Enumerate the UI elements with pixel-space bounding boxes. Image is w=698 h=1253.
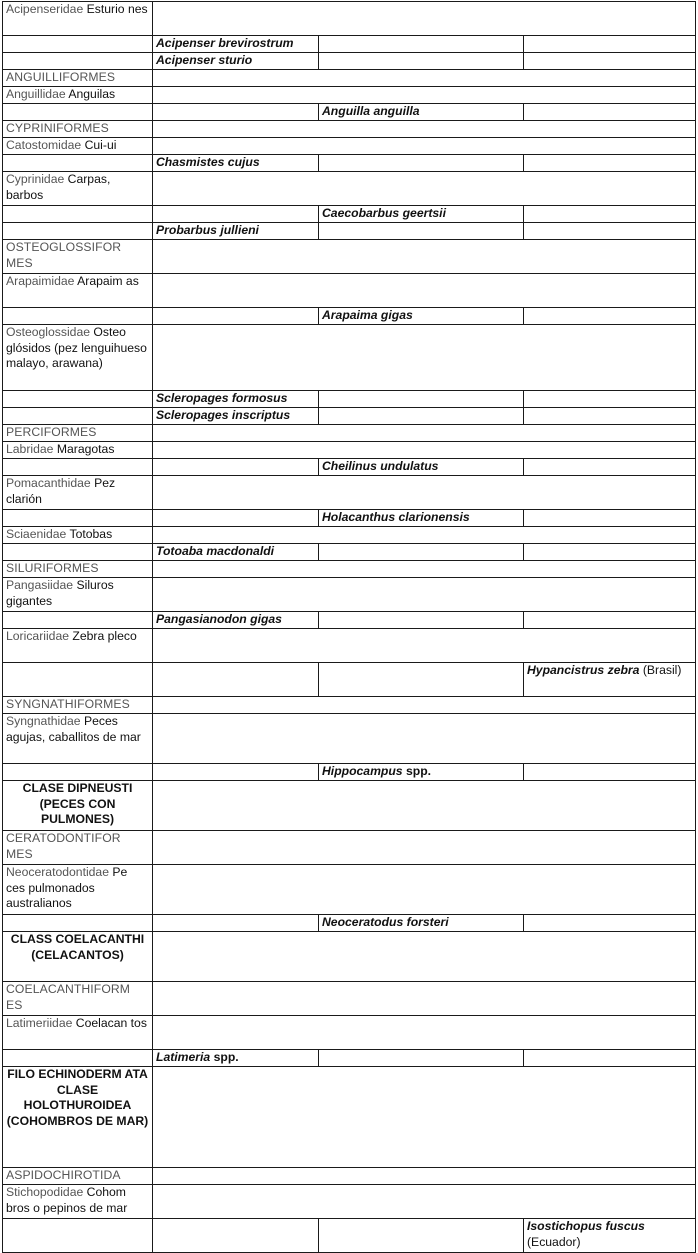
species-name: Latimeria — [156, 1050, 211, 1064]
appendix-cells-empty — [153, 781, 696, 831]
table-row — [3, 865, 696, 915]
table-row — [3, 544, 696, 561]
family-cell — [3, 1016, 153, 1050]
appendix-1-species-cell — [153, 1050, 319, 1067]
appendix-1-cell-empty — [153, 308, 319, 325]
appendix-3-cell-empty — [524, 764, 696, 781]
table-row — [3, 663, 696, 697]
appendix-1-species-cell — [153, 391, 319, 408]
table-row — [3, 578, 696, 612]
table-row — [3, 527, 696, 544]
table-row — [3, 1016, 696, 1050]
table-row — [3, 325, 696, 391]
species-name: Acipenser sturio — [156, 53, 253, 67]
appendix-cells-empty — [153, 578, 696, 612]
appendix-cells-empty — [153, 697, 696, 714]
species-name: Anguilla anguilla — [322, 104, 420, 118]
family-common-name: Siluros gigantes — [6, 578, 114, 608]
table-row — [3, 831, 696, 865]
table-row — [3, 510, 696, 527]
species-name: Caecobarbus geertsii — [322, 206, 446, 220]
appendix-1-cell-empty — [153, 915, 319, 932]
appendix-cells-empty — [153, 1168, 696, 1185]
appendix-2-species-cell — [319, 510, 524, 527]
appendix-cells-empty — [153, 629, 696, 663]
table-row — [3, 53, 696, 70]
table-row — [3, 781, 696, 831]
appendix-2-cell-empty — [319, 53, 524, 70]
appendix-1-species-cell — [153, 408, 319, 425]
family-common-name: Osteo glósidos (pez lenguihueso malayo, arawana) — [6, 325, 147, 370]
family-latin-name: Pomacanthidae — [6, 476, 91, 490]
table-row — [3, 459, 696, 476]
family-cell — [3, 87, 153, 104]
table-row — [3, 714, 696, 764]
appendix-3-cell-empty — [524, 915, 696, 932]
taxon-cell-empty — [3, 206, 153, 223]
appendix-cells-empty — [153, 1067, 696, 1168]
family-common-name: Totobas — [69, 527, 113, 541]
species-name: Neoceratodus forsteri — [322, 915, 449, 929]
family-cell — [3, 2, 153, 36]
taxon-cell-empty — [3, 53, 153, 70]
table-row — [3, 391, 696, 408]
species-name: Arapaima gigas — [322, 308, 413, 322]
family-cell — [3, 325, 153, 391]
order-cell: CYPRINIFORMES — [3, 121, 153, 138]
family-common-name: Zebra pleco — [72, 629, 137, 643]
species-name: Scleropages inscriptus — [156, 408, 291, 422]
appendix-1-species-cell — [153, 155, 319, 172]
table-row — [3, 764, 696, 781]
table-row — [3, 561, 696, 578]
species-name: Acipenser brevirostrum — [156, 36, 294, 50]
appendix-3-cell-empty — [524, 391, 696, 408]
appendix-2-cell-empty — [319, 663, 524, 697]
appendix-cells-empty — [153, 325, 696, 391]
appendix-3-cell-empty — [524, 510, 696, 527]
family-latin-name: Neoceratodontidae — [6, 865, 109, 879]
appendix-2-species-cell — [319, 308, 524, 325]
order-cell: SYNGNATHIFORMES — [3, 697, 153, 714]
appendix-cells-empty — [153, 1016, 696, 1050]
cites-appendix-table — [2, 1, 696, 1253]
appendix-2-cell-empty — [319, 391, 524, 408]
table-row — [3, 138, 696, 155]
appendix-cells-empty — [153, 138, 696, 155]
table-row — [3, 697, 696, 714]
family-cell — [3, 476, 153, 510]
appendix-1-cell-empty — [153, 104, 319, 121]
appendix-1-cell-empty — [153, 459, 319, 476]
appendix-cells-empty — [153, 831, 696, 865]
species-name: Pangasianodon gigas — [156, 612, 282, 626]
family-cell — [3, 865, 153, 915]
species-name: Cheilinus undulatus — [322, 459, 439, 473]
appendix-cells-empty — [153, 714, 696, 764]
species-name: Probarbus jullieni — [156, 223, 259, 237]
appendix-1-species-cell — [153, 544, 319, 561]
appendix-1-cell-empty — [153, 764, 319, 781]
appendix-cells-empty — [153, 172, 696, 206]
family-common-name: Pe ces pulmonados australianos — [6, 865, 128, 910]
family-cell — [3, 138, 153, 155]
class-heading-cell: FILO ECHINODERM ATA CLASE HOLOTHUROIDEA (COHOMBROS DE MAR) — [3, 1067, 153, 1168]
appendix-cells-empty — [153, 1185, 696, 1219]
appendix-3-cell-empty — [524, 53, 696, 70]
appendix-2-cell-empty — [319, 155, 524, 172]
table-row — [3, 1050, 696, 1067]
order-cell: ASPIDOCHIROTIDA — [3, 1168, 153, 1185]
table-row — [3, 982, 696, 1016]
appendix-cells-empty — [153, 561, 696, 578]
taxon-cell-empty — [3, 764, 153, 781]
table-row — [3, 1168, 696, 1185]
family-cell — [3, 578, 153, 612]
table-row — [3, 932, 696, 982]
appendix-cells-empty — [153, 70, 696, 87]
family-latin-name: Arapaimidae — [6, 274, 75, 288]
family-common-name: Esturio nes — [86, 2, 148, 16]
taxon-cell-empty — [3, 155, 153, 172]
order-cell: ANGUILLIFORMES — [3, 70, 153, 87]
family-latin-name: Cyprinidae — [6, 172, 65, 186]
table-row — [3, 476, 696, 510]
appendix-cells-empty — [153, 442, 696, 459]
taxon-cell-empty — [3, 1050, 153, 1067]
appendix-3-cell-empty — [524, 206, 696, 223]
appendix-3-cell-empty — [524, 223, 696, 240]
table-row — [3, 206, 696, 223]
family-cell — [3, 527, 153, 544]
taxon-cell-empty — [3, 391, 153, 408]
family-common-name: Coelacan tos — [75, 1016, 147, 1030]
species-name: Hypancistrus zebra — [527, 663, 640, 677]
appendix-cells-empty — [153, 240, 696, 274]
family-latin-name: Acipenseridae — [6, 2, 84, 16]
appendix-2-species-cell — [319, 459, 524, 476]
appendix-2-cell-empty — [319, 612, 524, 629]
family-latin-name: Anguillidae — [6, 87, 66, 101]
taxon-cell-empty — [3, 915, 153, 932]
family-cell — [3, 629, 153, 663]
appendix-3-cell-empty — [524, 36, 696, 53]
taxon-cell-empty — [3, 36, 153, 53]
table-row — [3, 172, 696, 206]
table-row — [3, 1185, 696, 1219]
appendix-2-cell-empty — [319, 544, 524, 561]
taxon-cell-empty — [3, 308, 153, 325]
appendix-cells-empty — [153, 527, 696, 544]
table-row — [3, 240, 696, 274]
order-cell: SILURIFORMES — [3, 561, 153, 578]
appendix-3-cell-empty — [524, 544, 696, 561]
appendix-cells-empty — [153, 865, 696, 915]
appendix-1-species-cell — [153, 223, 319, 240]
family-common-name: Pez clarión — [6, 476, 116, 506]
table-row — [3, 274, 696, 308]
order-cell: PERCIFORMES — [3, 425, 153, 442]
appendix-2-species-cell — [319, 206, 524, 223]
order-cell: COELACANTHIFORM ES — [3, 982, 153, 1016]
appendix-cells-empty — [153, 425, 696, 442]
appendix-2-cell-empty — [319, 223, 524, 240]
table-row — [3, 425, 696, 442]
taxon-cell-empty — [3, 510, 153, 527]
appendix-cells-empty — [153, 274, 696, 308]
order-cell: CERATODONTIFOR MES — [3, 831, 153, 865]
family-common-name: Carpas, barbos — [6, 172, 111, 202]
family-common-name: Cohom bros o pepinos de mar — [6, 1185, 128, 1215]
taxon-cell-empty — [3, 544, 153, 561]
table-row — [3, 87, 696, 104]
table-row — [3, 70, 696, 87]
table-row — [3, 408, 696, 425]
appendix-1-species-cell — [153, 36, 319, 53]
appendix-3-cell-empty — [524, 408, 696, 425]
appendix-1-cell-empty — [153, 663, 319, 697]
taxon-cell-empty — [3, 459, 153, 476]
table-row — [3, 1067, 696, 1168]
family-common-name: Peces agujas, caballitos de mar — [6, 714, 141, 744]
family-cell — [3, 172, 153, 206]
species-name: Holacanthus clarionensis — [322, 510, 470, 524]
table-row — [3, 36, 696, 53]
appendix-3-cell-empty — [524, 612, 696, 629]
appendix-2-cell-empty — [319, 408, 524, 425]
appendix-1-species-cell — [153, 612, 319, 629]
table-row — [3, 442, 696, 459]
family-latin-name: Labridae — [6, 442, 54, 456]
table-row — [3, 223, 696, 240]
appendix-2-cell-empty — [319, 36, 524, 53]
species-name: Isostichopus fuscus — [527, 1219, 645, 1233]
appendix-3-cell-empty — [524, 1050, 696, 1067]
taxon-cell-empty — [3, 223, 153, 240]
class-heading-cell: CLASS COELACANTHI (CELACANTOS) — [3, 932, 153, 982]
family-latin-name: Latimeriidae — [6, 1016, 73, 1030]
species-name: Chasmistes cujus — [156, 155, 260, 169]
table-row — [3, 629, 696, 663]
appendix-cells-empty — [153, 121, 696, 138]
family-latin-name: Sciaenidae — [6, 527, 67, 541]
family-common-name: Cui-ui — [84, 138, 117, 152]
appendix-1-cell-empty — [153, 206, 319, 223]
family-latin-name: Stichopodidae — [6, 1185, 84, 1199]
appendix-2-species-cell — [319, 104, 524, 121]
family-latin-name: Catostomidae — [6, 138, 82, 152]
taxon-cell-empty — [3, 663, 153, 697]
species-qualifier: (Ecuador) — [527, 1234, 581, 1249]
species-name: Scleropages formosus — [156, 391, 288, 405]
family-latin-name: Osteoglossidae — [6, 325, 91, 339]
appendix-cells-empty — [153, 476, 696, 510]
appendix-1-cell-empty — [153, 510, 319, 527]
species-qualifier: spp. — [405, 764, 432, 778]
table-row — [3, 121, 696, 138]
species-name: Totoaba macdonaldi — [156, 544, 275, 558]
appendix-1-species-cell — [153, 53, 319, 70]
order-cell: OSTEOGLOSSIFOR MES — [3, 240, 153, 274]
family-cell — [3, 1185, 153, 1219]
appendix-2-cell-empty — [319, 1050, 524, 1067]
species-qualifier: (Brasil) — [642, 663, 682, 677]
table-row — [3, 915, 696, 932]
family-latin-name: Pangasiidae — [6, 578, 74, 592]
table-row — [3, 104, 696, 121]
table-row — [3, 2, 696, 36]
appendix-cells-empty — [153, 982, 696, 1016]
appendix-3-cell-empty — [524, 308, 696, 325]
family-common-name: Maragotas — [56, 442, 115, 456]
taxon-cell-empty — [3, 612, 153, 629]
appendix-3-cell-empty — [524, 155, 696, 172]
family-common-name: Anguilas — [68, 87, 116, 101]
appendix-2-species-cell — [319, 764, 524, 781]
family-cell — [3, 274, 153, 308]
table-row — [3, 308, 696, 325]
appendix-cells-empty — [153, 932, 696, 982]
class-heading-cell: CLASE DIPNEUSTI (PECES CON PULMONES) — [3, 781, 153, 831]
appendix-cells-empty — [153, 87, 696, 104]
appendix-cells-empty — [153, 2, 696, 36]
species-name: Hippocampus — [322, 764, 403, 778]
family-cell — [3, 714, 153, 764]
taxon-cell-empty — [3, 104, 153, 121]
appendix-3-cell-empty — [524, 459, 696, 476]
table-row — [3, 612, 696, 629]
family-latin-name: Syngnathidae — [6, 714, 81, 728]
family-common-name: Arapaim as — [77, 274, 139, 288]
table-row — [3, 155, 696, 172]
appendix-2-species-cell — [319, 915, 524, 932]
appendix-3-species-cell — [524, 663, 696, 697]
taxon-cell-empty — [3, 408, 153, 425]
family-latin-name: Loricariidae — [6, 629, 70, 643]
family-cell — [3, 442, 153, 459]
appendix-3-cell-empty — [524, 104, 696, 121]
species-qualifier: spp. — [213, 1050, 239, 1064]
